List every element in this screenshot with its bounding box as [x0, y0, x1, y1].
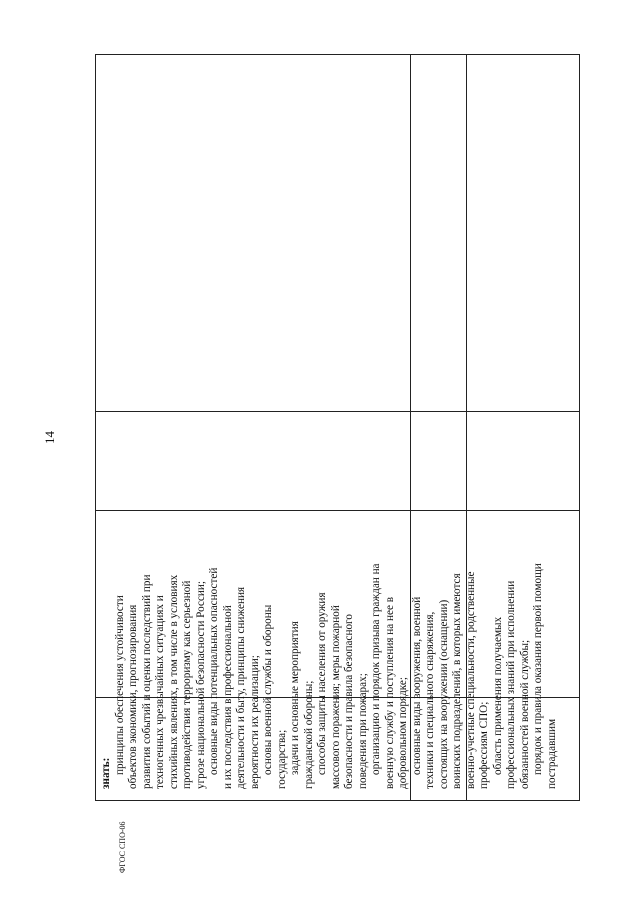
row-divider: [96, 411, 579, 412]
know-line: военную службу и поступления на нее в: [383, 596, 396, 789]
know-line: гражданской обороны;: [302, 680, 315, 789]
know-line: воинских подразделений, в которых имеются: [451, 573, 463, 789]
know-line: способы защиты населения от оружия: [316, 592, 328, 775]
page-number: 14: [42, 431, 57, 444]
know-line: угрозе национальной безопасности России;: [194, 580, 207, 789]
know-line: деятельности и быту, принципы снижения: [235, 586, 247, 789]
know-line: область применения получаемых: [491, 616, 504, 775]
know-line: состоящих на вооружении (оснащении): [437, 599, 450, 789]
know-line: пострадавшим: [545, 718, 558, 789]
know-line: добровольном порядке;: [397, 677, 409, 789]
know-line: основные виды потенциальных опасностей: [208, 567, 220, 775]
know-line: организацию и порядок призыва граждан на: [370, 563, 382, 775]
know-line: профессиональных знаний при исполнении: [505, 580, 517, 789]
curriculum-table: [95, 54, 580, 801]
know-line: вероятности их реализации;: [248, 655, 261, 789]
know-line: развития событий и оценки последствий при: [140, 574, 153, 789]
know-line: противодействия терроризму как серьезной: [181, 580, 193, 789]
know-line: военно-учетные специальности, родственные: [464, 571, 477, 789]
know-line: основы военной службы и обороны: [262, 604, 274, 775]
know-line: принципы обеспечения устойчивости: [113, 595, 126, 775]
know-line: задачи и основные мероприятия: [289, 621, 301, 775]
know-line: поведения при пожарах;: [356, 673, 369, 789]
know-line: обязанностей военной службы;: [518, 639, 531, 789]
know-line: и их последствия в профессиональной: [221, 605, 234, 789]
footer-code: ФГОС СПО-06: [118, 821, 127, 873]
know-line: основные виды вооружения, военной: [410, 596, 423, 775]
know-heading: знать:: [100, 757, 112, 789]
know-line: безопасности и правила безопасного: [343, 614, 355, 789]
know-line: профессиям СПО;: [478, 701, 490, 789]
know-line: стихийных явлениях, в том числе в условиях: [167, 574, 180, 789]
know-line: порядок и правила оказания первой помощи: [532, 563, 544, 775]
know-line: техники и специального снаряжения,: [424, 611, 436, 789]
know-line: массового поражения; меры пожарной: [329, 605, 342, 789]
know-line: государства;: [275, 729, 288, 789]
know-line: объектов экономики, прогнозирования: [127, 604, 139, 789]
know-line: техногенных чрезвычайных ситуациях и: [154, 595, 166, 789]
